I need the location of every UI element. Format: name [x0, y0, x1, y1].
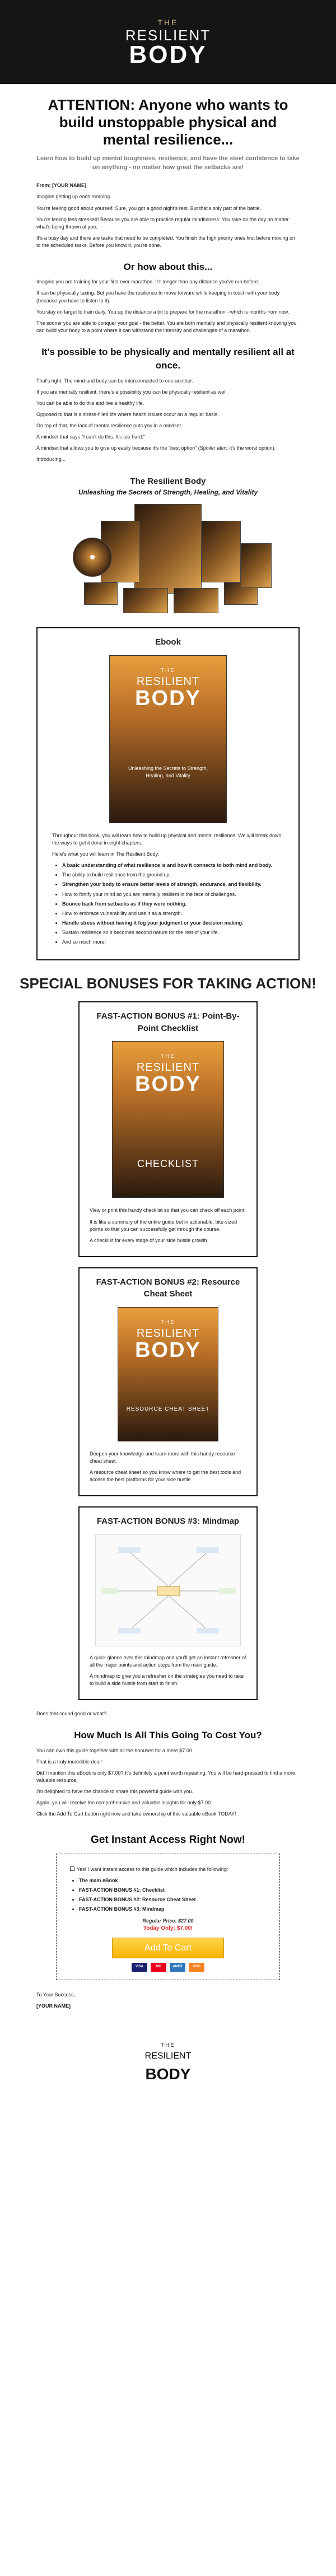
cover-the: THE: [161, 1319, 175, 1326]
headline: ATTENTION: Anyone who wants to build unstoppable physical and mental resilience...: [48, 96, 288, 148]
bundle-book: [202, 521, 241, 582]
cover-the: THE: [161, 1053, 175, 1060]
bonus-heading: SPECIAL BONUSES FOR TAKING ACTION!: [20, 974, 316, 992]
cover-resilient: RESILIENT: [136, 1061, 200, 1074]
bonus1-paragraph: A checklist for every stage of your side hustle growth: [90, 1237, 207, 1243]
list-item: • Sustain resilience so it becomes second nature for the rest of your life.: [62, 929, 284, 936]
list-item: • A basic understanding of what resilience is and how it connects to both mind and body.: [62, 862, 284, 869]
today-price: Today Only: $7.00!: [143, 1925, 193, 1932]
order-box: [56, 1854, 280, 1980]
section3-paragraph: If you are mentally resilient, there's a possibility you can be physically resilient as well.: [36, 389, 228, 395]
bundle-device: [174, 588, 218, 613]
regular-price: Regular Price: $27.00: [142, 1918, 194, 1924]
brand-logo: [125, 17, 211, 67]
logo-body: BODY: [129, 41, 207, 69]
list-item: • Handle stress without having it fog your judgment or your decision making.: [62, 920, 284, 927]
bonus2-card: [78, 1267, 258, 1497]
product-bundle-image: [62, 504, 274, 616]
list-item: • FAST-ACTION BONUS #1: Checklist: [79, 1887, 266, 1894]
intro-paragraph: You're feeling good about yourself. Sure, you got a good night's rest. But that's only part of the battle.: [36, 205, 262, 211]
section3-paragraph: Introducing...: [36, 456, 66, 463]
cost-paragraph: Did I mention this eBook is only $7.00? It's definitely a point worth repeating. You will be hard-pressed to find a more valuable resource.: [36, 1770, 295, 1784]
main-content: [36, 96, 300, 616]
section3-paragraph: A mindset that allows you to give up easily because it's the "best option" (Spoiler alert: it's the worst option).: [36, 445, 276, 451]
bundle-disc: [73, 538, 112, 577]
cost-paragraph: Click the Add To Cart button right now and take ownership of this valuable eBook TODAY!: [36, 1811, 236, 1817]
mindmap-graphic: [96, 1535, 241, 1647]
bonus1-cover: [112, 1041, 224, 1198]
logo-resilient: RESILIENT: [125, 27, 211, 44]
section2: [36, 278, 300, 334]
bundle-device: [84, 582, 118, 605]
list-item: • The ability to build resilience from the ground up.: [62, 871, 284, 879]
bonus2-paragraph: A resource cheat sheet so you know where to get the best tools and access the best platforms for your side hustle.: [90, 1469, 241, 1483]
list-item: • Strengthen your body to ensure better levels of strength, endurance, and flexibility.: [62, 881, 284, 888]
ebook-paragraph: Throughout this book, you will learn how to build up physical and mental resilience. We will break down the ways to get it done in eight chapters.: [52, 833, 282, 846]
payment-cards: [70, 1963, 266, 1972]
ebook-paragraph: Here's what you will learn in The Resilient Body:: [52, 851, 160, 857]
section3: [36, 377, 300, 463]
signoff-name: [YOUR NAME]: [36, 2003, 71, 2009]
footer: [0, 2014, 336, 2102]
section3-title: It's possible to be physically and mentally resilient all at once.: [41, 346, 295, 371]
ebook-title: Ebook: [155, 637, 181, 647]
bundle-book: [241, 543, 272, 588]
section2-paragraph: It can be physically taxing. But you have the resilience to move forward while keeping in touch with your body (because you have to listen to it).: [36, 290, 280, 304]
list-item: • FAST-ACTION BONUS #3: Mindmap: [79, 1906, 266, 1913]
discover-icon: DISC: [189, 1963, 204, 1972]
bonus3-card: [78, 1506, 258, 1700]
cover-the: THE: [161, 668, 175, 674]
logo-body: BODY: [145, 2065, 191, 2083]
cost-paragraph: Again, you will receive the comprehensive and valuable insights for only $7.00.: [36, 1800, 212, 1806]
section2-paragraph: Imagine you are training for your first ever marathon. It's longer than any distance you've run before.: [36, 279, 260, 285]
cover-label: CHECKLIST: [137, 1158, 199, 1169]
cover-body: BODY: [135, 1338, 201, 1362]
product-title: The Resilient Body: [130, 477, 206, 487]
bonus1-paragraph: View or print this handy checklist so that you can check off each point.: [90, 1207, 246, 1214]
bundle-box: [134, 504, 202, 594]
cover-body: BODY: [135, 1072, 201, 1096]
bonus1-paragraph: It is like a summary of the entire guide but in actionable, bite-sized points so that you can successfully get through the course.: [90, 1219, 237, 1232]
logo-the: THE: [161, 2042, 175, 2048]
list-item: • Bounce back from setbacks as if they were nothing.: [62, 900, 284, 908]
logo-the: THE: [157, 17, 179, 27]
bonus3-paragraph: A mindmap to give you a refresher on the strategies you need to take to build a side hustle from start to finish.: [90, 1673, 244, 1687]
bundle-device: [123, 588, 168, 613]
bonus1-card: [78, 1001, 258, 1257]
section2-paragraph: You stay on target to train daily. You up the distance a bit to prepare for the marathon - which is months from now.: [36, 309, 290, 315]
cover-resilient: RESILIENT: [136, 1327, 200, 1340]
bonus3-paragraph: A quick glance over this mindmap and you'll get an instant refresher of all the major points and action steps from the main guide.: [90, 1655, 246, 1668]
bonus2-paragraph: Deepen your knowledge and learn more with this handy resource cheat sheet.: [90, 1451, 235, 1464]
footer-logo: [0, 2042, 336, 2085]
add-to-cart-button[interactable]: Add To Cart: [112, 1938, 224, 1958]
mastercard-icon: MC: [151, 1963, 166, 1972]
bonus1-title: FAST-ACTION BONUS #1: Point-By-Point Checklist: [96, 1011, 240, 1033]
ebook-bullets: [62, 862, 284, 945]
access-title: Get Instant Access Right Now!: [91, 1834, 245, 1846]
section3-paragraph: That's right. The mind and body can be interconnected to one another.: [36, 377, 193, 384]
after-bonus-text: Does that sound good or what?: [36, 1711, 107, 1717]
bonus2-title: FAST-ACTION BONUS #2: Resource Cheat Sheet: [96, 1277, 240, 1299]
intro-paragraph: Imagine getting up each morning.: [36, 194, 111, 200]
cost-paragraph: You can own this guide together with all the bonuses for a mere $7.00: [36, 1747, 192, 1753]
section3-paragraph: A mindset that says "I can't do this. It's too hard.": [36, 434, 145, 440]
order-intro-text: Yes! I want instant access to this guide which includes the following:: [77, 1866, 228, 1872]
cover-subtitle: Unleashing the Secrets to Strength, Healing, and Vitality: [128, 765, 208, 778]
visa-icon: VISA: [132, 1963, 147, 1972]
intro-paragraph: It's a busy day and there are tasks that need to be completed. You finish the high priority ones first before moving on to the scheduled tasks. Before you know it, you're done.: [36, 235, 295, 248]
list-item: • And so much more!: [62, 939, 284, 946]
cover-resilient: RESILIENT: [136, 675, 200, 688]
cost-title: How Much Is All This Going To Cost You?: [74, 1730, 262, 1741]
list-item: • How to embrace vulnerability and use it as a strength.: [62, 910, 284, 917]
order-intro: [70, 1866, 266, 1873]
cost-paragraph: That is a truly incredible deal!: [36, 1759, 102, 1765]
checkbox-icon[interactable]: [70, 1866, 74, 1871]
signoff-line: To Your Success,: [36, 1991, 76, 1998]
section3-paragraph: Opposed to that is a stress-filled life where health issues occur on a regular basis.: [36, 412, 219, 418]
logo-resilient: RESILIENT: [144, 2051, 192, 2061]
bonus2-cover: [118, 1307, 218, 1441]
intro-section: [36, 182, 300, 249]
intro-from: From: [YOUR NAME]: [36, 183, 86, 189]
mindmap-image: [95, 1534, 241, 1646]
pricing-section: [36, 1710, 300, 2010]
subheadline: Learn how to build up mental toughness, resilience, and have the steel confidence to take on anything - no matter how great the setbacks are!: [36, 155, 300, 171]
ebook-cover: [109, 655, 227, 823]
ebook-card: [36, 627, 300, 960]
order-items: [79, 1877, 266, 1913]
cost-paragraph: I'm delighted to have the chance to share this powerful guide with you.: [36, 1789, 193, 1795]
section3-paragraph: You can be able to do this and live a healthy life.: [36, 400, 144, 407]
amex-icon: AMEX: [170, 1963, 185, 1972]
section2-title: Or how about this...: [123, 261, 213, 272]
bonus3-title: FAST-ACTION BONUS #3: Mindmap: [96, 1516, 240, 1527]
section3-paragraph: On top of that, the lack of mental resilience puts you in a mindset.: [36, 423, 183, 429]
list-item: • FAST-ACTION BONUS #2: Resource Cheat Sheet: [79, 1896, 266, 1903]
list-item: • The main eBook: [79, 1877, 266, 1884]
cover-label: RESOURCE CHEAT SHEET: [126, 1406, 210, 1412]
cover-body: BODY: [135, 686, 201, 710]
section2-paragraph: The sooner you are able to conquer your goal - the better. You are both mentally and physically resilient knowing you can build your body to a point where it can withstand the intensity and challenges of a marathon.: [36, 320, 297, 333]
header-banner: [0, 0, 336, 84]
intro-paragraph: You're feeling less stressed! Because you are able to practice regular mindfulness. You take on the day no matter what's being thrown at you.: [36, 216, 289, 230]
list-item: • How to fortify your mind so you are mentally resilient in the face of challenges.: [62, 891, 284, 898]
product-subtitle: Unleashing the Secrets of Strength, Healing, and Vitality: [78, 488, 258, 497]
